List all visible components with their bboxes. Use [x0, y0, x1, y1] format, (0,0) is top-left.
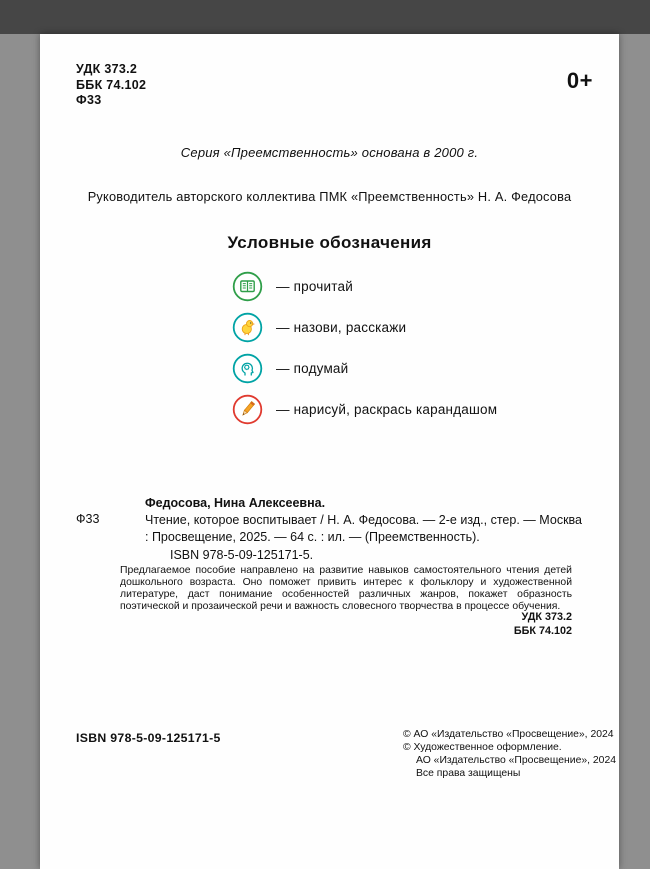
- legend-item-tell: [232, 307, 497, 348]
- pencil-icon: [232, 394, 263, 425]
- copyright-line: © Художественное оформление.: [403, 742, 562, 753]
- legend-list: [232, 266, 497, 430]
- legend-label: — назови, расскажи: [276, 320, 407, 335]
- thinking-head-icon: [232, 353, 263, 384]
- biblio-annotation: Предлагаемое пособие направлено на развитие навыков самостоятельного чтения детей дошкольного возраста. Оно поможет привить интерес к фольклору и художественной литературе, даст понимание особенностей различных жанров, покажет образность поэтической и прозаической речи и важность словесного творчества в процессе обучения.: [120, 565, 572, 613]
- copyright-line: © АО «Издательство «Просвещение», 2024: [403, 729, 614, 740]
- legend-item-draw: [232, 389, 497, 430]
- legend-label: — нарисуй, раскрась карандашом: [276, 402, 498, 417]
- udk-number: УДК 373.2: [76, 62, 138, 76]
- udk-number: УДК 373.2: [521, 611, 572, 623]
- classification-block: [76, 62, 146, 109]
- chick-icon: [232, 312, 263, 343]
- footer-isbn: ISBN 978-5-09-125171-5: [76, 731, 221, 745]
- legend-title: Условные обозначения: [227, 233, 432, 252]
- open-book-icon: [232, 271, 263, 302]
- bbk-number: ББК 74.102: [513, 625, 572, 637]
- biblio-author-sign: Ф33: [76, 512, 100, 526]
- biblio-classification-right: [514, 610, 572, 638]
- biblio-author: Федосова, Нина Алексеевна.: [145, 496, 326, 510]
- biblio-isbn: ISBN 978-5-09-125171-5.: [170, 548, 314, 562]
- imprint-page: [40, 34, 619, 869]
- biblio-entry: Чтение, которое воспитывает / Н. А. Федосова. — 2-е изд., стер. — Москва : Просвещение, 2025. — 64 с. : ил. — (Преемственность).: [145, 513, 582, 544]
- age-rating-badge: 0+: [566, 68, 593, 93]
- copyright-line: Все права защищены: [416, 768, 521, 779]
- scan-top-shadow: [0, 0, 650, 34]
- legend-label: — прочитай: [276, 279, 353, 294]
- copyright-line: АО «Издательство «Просвещение», 2024: [416, 755, 617, 766]
- team-leader-line: Руководитель авторского коллектива ПМК «Преемственность» Н. А. Федосова: [87, 189, 572, 204]
- series-line: Серия «Преемственность» основана в 2000 г.: [180, 145, 479, 160]
- legend-item-read: [232, 266, 497, 307]
- copyright-block: [403, 728, 616, 780]
- legend-item-think: [232, 348, 497, 389]
- bbk-number: ББК 74.102: [76, 77, 147, 92]
- author-sign: Ф33: [76, 93, 102, 107]
- legend-label: — подумай: [276, 361, 349, 376]
